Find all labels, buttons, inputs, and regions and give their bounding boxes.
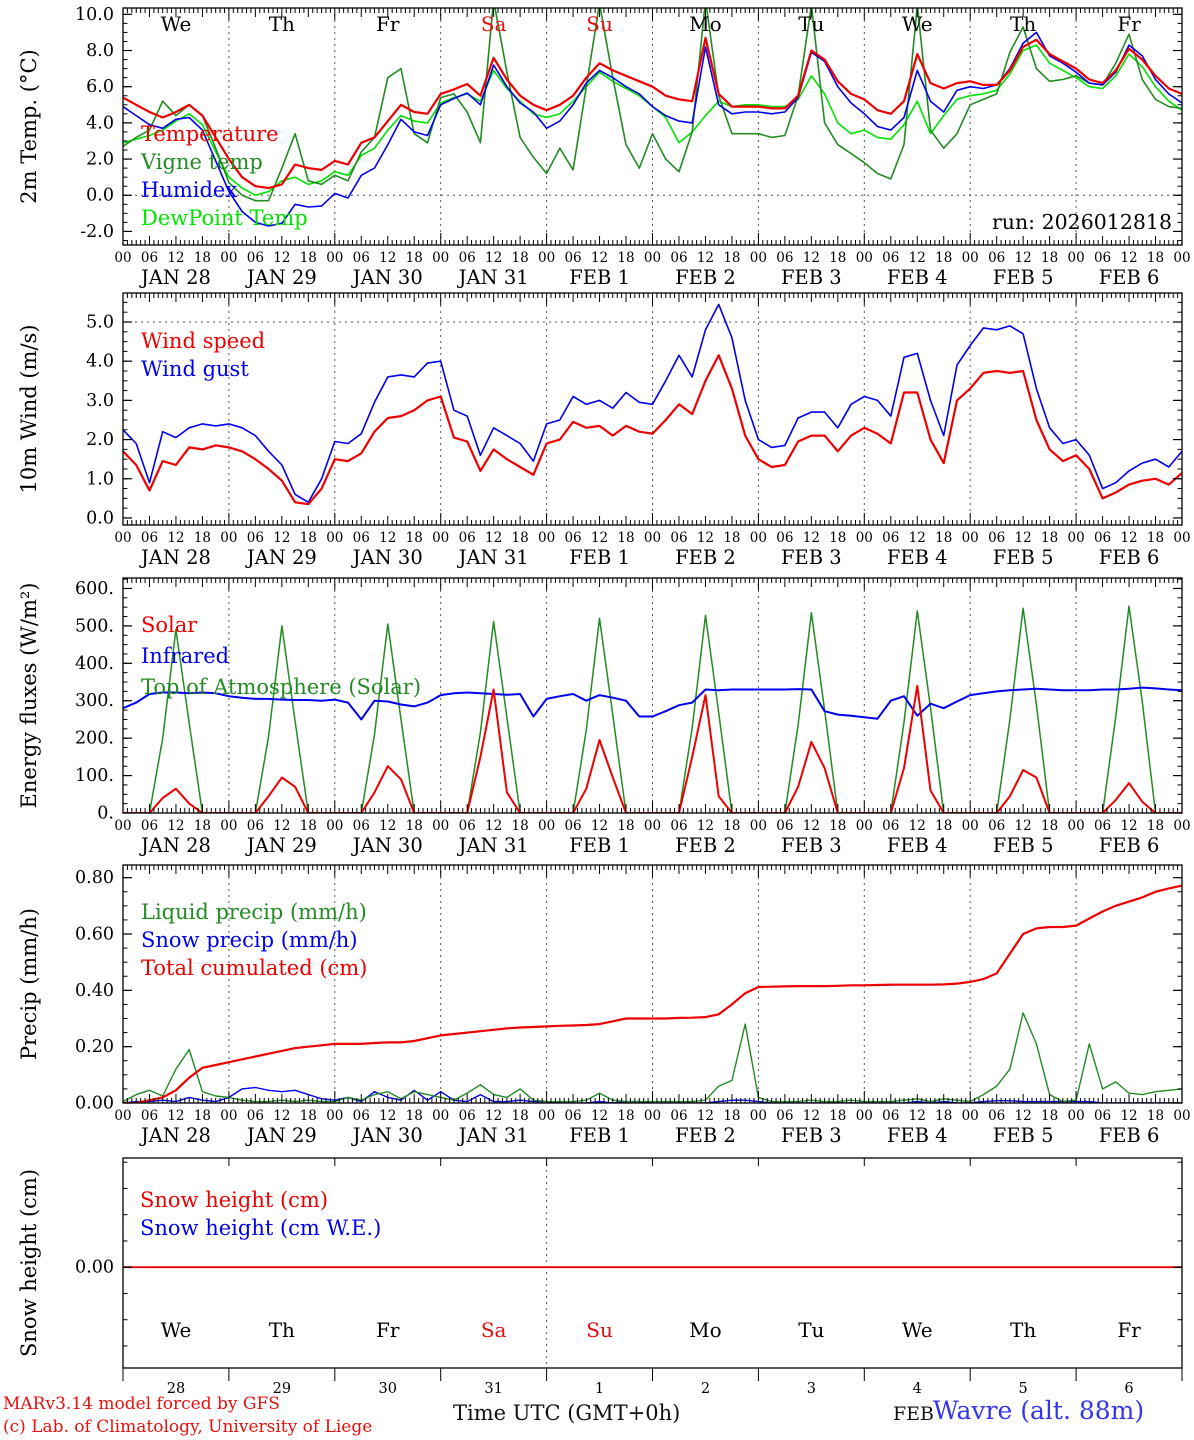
hour-label: 12: [379, 818, 397, 834]
hour-label: 06: [564, 250, 582, 266]
hour-label: 00: [432, 250, 450, 266]
hour-label: 00: [855, 530, 873, 546]
hour-label: 18: [617, 1108, 635, 1124]
hour-label: 06: [882, 250, 900, 266]
hour-label: 06: [882, 1108, 900, 1124]
date-label: FEB 4: [886, 546, 948, 569]
legend-precip-1: Snow precip (mm/h): [141, 928, 358, 952]
hour-label: 18: [511, 530, 529, 546]
legend-energy-1: Infrared: [141, 644, 230, 668]
day-name: We: [160, 1318, 192, 1342]
hour-label: 00: [432, 818, 450, 834]
hour-label: 12: [167, 1108, 185, 1124]
hour-label: 00: [220, 530, 238, 546]
hour-label: 18: [1041, 1108, 1059, 1124]
hour-label: 00: [114, 530, 132, 546]
series-top-of-atmosphere-solar: [123, 606, 1182, 813]
date-label: JAN 29: [246, 834, 317, 857]
hour-label: 00: [643, 1108, 662, 1124]
date-label: FEB 4: [886, 1124, 948, 1147]
hour-label: 06: [458, 530, 476, 546]
station-label: Wavre (alt. 88m): [933, 1396, 1145, 1425]
y-tick-label: 2.0: [86, 149, 114, 170]
hour-label: 18: [617, 250, 635, 266]
hour-label: 06: [246, 818, 264, 834]
y-tick-label: 5.0: [86, 312, 114, 333]
hour-label: 00: [1173, 530, 1191, 546]
month-label: FEB: [893, 1403, 935, 1425]
y-tick-label: 0.0: [86, 508, 114, 529]
hour-label: 12: [802, 818, 820, 834]
day-number: 4: [912, 1381, 922, 1397]
hour-label: 12: [1014, 1108, 1032, 1124]
hour-label: 00: [855, 1108, 873, 1124]
hour-label: 06: [564, 1108, 582, 1124]
date-label: FEB 1: [569, 266, 630, 289]
day-number: 3: [806, 1381, 816, 1397]
hour-label: 12: [696, 818, 715, 834]
hour-label: 18: [1146, 818, 1165, 834]
y-tick-label: 0.20: [75, 1037, 114, 1058]
hour-label: 18: [1146, 1108, 1165, 1124]
hour-label: 06: [670, 818, 688, 834]
legend-snow-1: Snow height (cm W.E.): [140, 1216, 382, 1240]
date-label: FEB 5: [992, 266, 1054, 289]
y-tick-label: 0.80: [75, 868, 114, 889]
hour-label: 12: [1014, 818, 1032, 834]
hour-label: 06: [670, 530, 688, 546]
hour-label: 00: [220, 818, 238, 834]
hour-label: 06: [564, 530, 582, 546]
hour-label: 18: [299, 818, 317, 834]
hour-label: 06: [1093, 250, 1112, 266]
hour-label: 12: [167, 530, 185, 546]
hour-label: 12: [379, 1108, 397, 1124]
hour-label: 12: [696, 250, 715, 266]
hour-label: 18: [935, 818, 953, 834]
legend-precip-2: Total cumulated (cm): [141, 956, 368, 980]
day-name: Sa: [480, 1318, 507, 1342]
hour-label: 18: [299, 530, 317, 546]
date-label: FEB 2: [675, 266, 736, 289]
snow-axis-title: Snow height (cm): [17, 1168, 41, 1358]
hour-label: 12: [802, 530, 820, 546]
y-tick-label: 10.0: [75, 4, 114, 25]
date-label: FEB 3: [780, 1124, 842, 1147]
day-number: 6: [1124, 1381, 1134, 1397]
day-name: Fr: [1117, 1318, 1141, 1342]
day-name: Sa: [480, 12, 507, 36]
model-credit: MARv3.14 model forced by GFS: [3, 1394, 280, 1414]
y-tick-label: 8.0: [86, 41, 114, 62]
hour-label: 06: [140, 250, 159, 266]
date-label: JAN 30: [352, 834, 423, 857]
hour-label: 12: [273, 250, 291, 266]
hour-label: 00: [538, 530, 556, 546]
day-name: We: [901, 1318, 933, 1342]
hour-label: 18: [193, 1108, 212, 1124]
legend-temperature-0: Temperature: [141, 122, 279, 146]
y-tick-label: 0.00: [75, 1257, 114, 1278]
hour-label: 00: [432, 1108, 450, 1124]
hour-label: 06: [140, 818, 159, 834]
date-label: JAN 29: [246, 266, 317, 289]
hour-label: 00: [643, 250, 662, 266]
lab-credit: (c) Lab. of Climatology, University of Liege: [3, 1417, 373, 1437]
hour-label: 06: [988, 818, 1006, 834]
hour-label: 18: [829, 250, 847, 266]
hour-label: 06: [352, 818, 370, 834]
hour-label: 12: [485, 818, 503, 834]
hour-label: 12: [908, 818, 926, 834]
hour-label: 12: [1014, 530, 1032, 546]
day-name: Fr: [376, 12, 400, 36]
hour-label: 18: [723, 250, 741, 266]
hour-label: 18: [1041, 250, 1059, 266]
y-tick-label: 500.: [75, 616, 114, 637]
hour-label: 06: [1093, 818, 1112, 834]
hour-label: 18: [935, 250, 953, 266]
date-label: FEB 5: [992, 834, 1054, 857]
hour-label: 06: [988, 1108, 1006, 1124]
hour-label: 12: [167, 250, 185, 266]
hour-label: 18: [1041, 530, 1059, 546]
day-name: Mo: [689, 1318, 722, 1342]
hour-label: 12: [590, 1108, 609, 1124]
hour-label: 00: [1067, 818, 1085, 834]
date-label: JAN 30: [352, 266, 423, 289]
hour-label: 18: [299, 1108, 317, 1124]
hour-label: 00: [538, 818, 556, 834]
date-label: FEB 6: [1098, 834, 1160, 857]
hour-label: 18: [511, 250, 529, 266]
date-label: JAN 28: [140, 1124, 211, 1147]
legend-temperature-3: DewPoint Temp: [141, 206, 308, 230]
date-label: FEB 1: [569, 1124, 630, 1147]
hour-label: 18: [405, 250, 423, 266]
hour-label: 06: [988, 250, 1006, 266]
xaxis-title: Time UTC (GMT+0h): [453, 1401, 681, 1425]
date-label: JAN 31: [458, 546, 529, 569]
hour-label: 00: [1173, 818, 1191, 834]
hour-label: 06: [776, 818, 794, 834]
hour-label: 12: [485, 1108, 503, 1124]
hour-label: 06: [352, 530, 370, 546]
hour-label: 06: [564, 818, 582, 834]
y-tick-label: -2.0: [80, 221, 114, 242]
hour-label: 00: [538, 250, 556, 266]
hour-label: 00: [326, 1108, 344, 1124]
date-label: JAN 29: [246, 1124, 317, 1147]
run-label: run: 2026012818: [991, 210, 1172, 234]
panel-energy: [17, 578, 1191, 857]
hour-label: 00: [749, 250, 767, 266]
hour-label: 18: [935, 1108, 953, 1124]
legend-energy-2: Top of Atmosphere (Solar): [141, 675, 422, 699]
hour-label: 12: [273, 530, 291, 546]
day-name: We: [901, 12, 933, 36]
day-number: 5: [1018, 1381, 1028, 1397]
y-tick-label: 0.60: [75, 924, 114, 945]
hour-label: 00: [643, 818, 662, 834]
hour-label: 12: [696, 1108, 715, 1124]
hour-label: 00: [114, 250, 132, 266]
y-tick-label: 6.0: [86, 77, 114, 98]
y-tick-label: 200.: [75, 728, 114, 749]
hour-label: 12: [802, 1108, 820, 1124]
hour-label: 00: [114, 1108, 132, 1124]
date-label: FEB 6: [1098, 266, 1160, 289]
panel-precip: [17, 865, 1191, 1147]
hour-label: 00: [1173, 1108, 1191, 1124]
hour-label: 00: [1067, 250, 1085, 266]
series-wind-gust: [123, 304, 1182, 502]
hour-label: 06: [246, 530, 264, 546]
day-name: Th: [268, 12, 295, 36]
hour-label: 00: [1173, 250, 1191, 266]
date-label: FEB 4: [886, 266, 948, 289]
y-tick-label: 100.: [75, 766, 114, 787]
hour-label: 06: [1093, 1108, 1112, 1124]
date-label: FEB 2: [675, 834, 736, 857]
day-name: Fr: [1117, 12, 1141, 36]
hour-label: 00: [961, 250, 979, 266]
day-name: Su: [586, 12, 613, 36]
temperature-axis-title: 2m Temp. (°C): [17, 49, 41, 204]
hour-label: 06: [458, 818, 476, 834]
hour-label: 18: [829, 530, 847, 546]
hour-label: 12: [908, 1108, 926, 1124]
hour-label: 06: [670, 1108, 688, 1124]
day-number: 1: [594, 1381, 605, 1397]
hour-label: 06: [988, 530, 1006, 546]
hour-label: 18: [405, 1108, 423, 1124]
hour-label: 06: [458, 250, 476, 266]
hour-label: 12: [908, 530, 926, 546]
hour-label: 18: [299, 250, 317, 266]
energy-axis-title: Energy fluxes (W/m²): [17, 582, 41, 809]
y-tick-label: 4.0: [86, 351, 114, 372]
hour-label: 00: [643, 530, 662, 546]
hour-label: 18: [723, 530, 741, 546]
legend-wind-0: Wind speed: [141, 329, 266, 353]
day-name: Fr: [376, 1318, 400, 1342]
y-tick-label: 3.0: [86, 390, 114, 411]
hour-label: 12: [802, 250, 820, 266]
hour-label: 12: [485, 250, 503, 266]
date-label: JAN 30: [352, 1124, 423, 1147]
precip-axis-title: Precip (mm/h): [17, 907, 41, 1061]
date-label: FEB 6: [1098, 1124, 1160, 1147]
date-label: FEB 5: [992, 546, 1054, 569]
hour-label: 06: [776, 530, 794, 546]
panel-temperature: [17, 0, 1191, 289]
hour-label: 00: [220, 250, 238, 266]
day-name: Th: [1010, 12, 1037, 36]
legend-energy-0: Solar: [141, 613, 198, 637]
date-label: FEB 1: [569, 546, 630, 569]
date-label: FEB 4: [886, 834, 948, 857]
hour-label: 06: [882, 818, 900, 834]
hour-label: 12: [1120, 1108, 1138, 1124]
legend-precip-0: Liquid precip (mm/h): [141, 900, 367, 924]
hour-label: 12: [590, 530, 609, 546]
hour-label: 18: [511, 818, 529, 834]
date-label: FEB 3: [780, 546, 842, 569]
hour-label: 00: [1067, 1108, 1085, 1124]
hour-label: 00: [749, 530, 767, 546]
hour-label: 18: [1041, 818, 1059, 834]
y-tick-label: 0.00: [75, 1093, 114, 1114]
date-label: FEB 2: [675, 546, 736, 569]
hour-label: 18: [935, 530, 953, 546]
hour-label: 06: [776, 1108, 794, 1124]
hour-label: 12: [1014, 250, 1032, 266]
day-number: 29: [272, 1381, 292, 1397]
y-tick-label: 2.0: [86, 430, 114, 451]
date-label: JAN 31: [458, 1124, 529, 1147]
y-tick-label: 0.0: [86, 185, 114, 206]
hour-label: 00: [432, 530, 450, 546]
day-name: Su: [586, 1318, 613, 1342]
hour-label: 00: [326, 818, 344, 834]
hour-label: 18: [193, 250, 212, 266]
hour-label: 00: [961, 818, 979, 834]
y-tick-label: 4.0: [86, 113, 114, 134]
legend-temperature-2: Humidex: [141, 178, 238, 202]
hour-label: 18: [617, 818, 635, 834]
hour-label: 12: [908, 250, 926, 266]
hour-label: 06: [246, 1108, 264, 1124]
hour-label: 18: [405, 818, 423, 834]
hour-label: 00: [1067, 530, 1085, 546]
y-tick-label: 600.: [75, 578, 114, 599]
date-label: FEB 1: [569, 834, 630, 857]
panel-wind: [17, 293, 1191, 569]
day-number: 30: [378, 1381, 397, 1397]
y-tick-label: 1.0: [86, 469, 114, 490]
hour-label: 18: [1146, 530, 1165, 546]
y-tick-label: 0.: [97, 803, 114, 824]
hour-label: 00: [326, 530, 344, 546]
hour-label: 06: [1093, 530, 1112, 546]
date-label: JAN 31: [458, 834, 529, 857]
date-label: FEB 3: [780, 834, 842, 857]
hour-label: 00: [749, 818, 767, 834]
y-tick-label: 300.: [75, 691, 114, 712]
hour-label: 12: [1120, 818, 1138, 834]
day-name: We: [160, 12, 192, 36]
hour-label: 00: [855, 250, 873, 266]
hour-label: 06: [882, 530, 900, 546]
hour-label: 18: [1146, 250, 1165, 266]
hour-label: 06: [670, 250, 688, 266]
y-tick-label: 0.40: [75, 980, 114, 1001]
hour-label: 12: [273, 1108, 291, 1124]
hour-label: 18: [617, 530, 635, 546]
panel-snow: [17, 1158, 1182, 1397]
legend-snow-0: Snow height (cm): [140, 1188, 329, 1212]
date-label: FEB 2: [675, 1124, 736, 1147]
hour-label: 18: [723, 818, 741, 834]
hour-label: 06: [140, 1108, 159, 1124]
date-label: FEB 3: [780, 266, 842, 289]
y-tick-label: 400.: [75, 653, 114, 674]
hour-label: 18: [193, 818, 212, 834]
hour-label: 12: [1120, 530, 1138, 546]
date-label: JAN 28: [140, 546, 211, 569]
date-label: FEB 5: [992, 1124, 1054, 1147]
hour-label: 18: [723, 1108, 741, 1124]
day-name: Th: [268, 1318, 295, 1342]
hour-label: 12: [379, 250, 397, 266]
hour-label: 18: [193, 530, 212, 546]
hour-label: 12: [590, 250, 609, 266]
day-name: Th: [1010, 1318, 1037, 1342]
date-label: JAN 31: [458, 266, 529, 289]
hour-label: 12: [379, 530, 397, 546]
hour-label: 18: [511, 1108, 529, 1124]
hour-label: 00: [538, 1108, 556, 1124]
date-label: JAN 28: [140, 834, 211, 857]
hour-label: 00: [220, 1108, 238, 1124]
hour-label: 00: [855, 818, 873, 834]
date-label: JAN 29: [246, 546, 317, 569]
series-dewpoint-temp: [123, 45, 1182, 195]
hour-label: 06: [352, 250, 370, 266]
legend-wind-1: Wind gust: [141, 357, 249, 381]
hour-label: 18: [829, 818, 847, 834]
day-number: 28: [166, 1381, 186, 1397]
hour-label: 06: [458, 1108, 476, 1124]
date-label: FEB 6: [1098, 546, 1160, 569]
hour-label: 12: [273, 818, 291, 834]
hour-label: 00: [114, 818, 132, 834]
hour-label: 06: [776, 250, 794, 266]
day-number: 2: [700, 1381, 711, 1397]
hour-label: 00: [326, 250, 344, 266]
hour-label: 06: [246, 250, 264, 266]
hour-label: 00: [961, 530, 979, 546]
hour-label: 00: [961, 1108, 979, 1124]
day-name: Tu: [798, 1318, 825, 1342]
legend-temperature-1: Vigne temp: [141, 150, 263, 174]
day-name: Tu: [798, 12, 825, 36]
hour-label: 12: [485, 530, 503, 546]
hour-label: 18: [829, 1108, 847, 1124]
hour-label: 00: [749, 1108, 767, 1124]
hour-label: 12: [1120, 250, 1138, 266]
date-label: JAN 30: [352, 546, 423, 569]
day-name: Mo: [689, 12, 722, 36]
date-label: JAN 28: [140, 266, 211, 289]
hour-label: 06: [352, 1108, 370, 1124]
wind-axis-title: 10m Wind (m/s): [17, 324, 41, 494]
hour-label: 12: [696, 530, 715, 546]
day-number: 31: [484, 1381, 503, 1397]
hour-label: 12: [590, 818, 609, 834]
hour-label: 12: [167, 818, 185, 834]
hour-label: 06: [140, 530, 159, 546]
hour-label: 18: [405, 530, 423, 546]
